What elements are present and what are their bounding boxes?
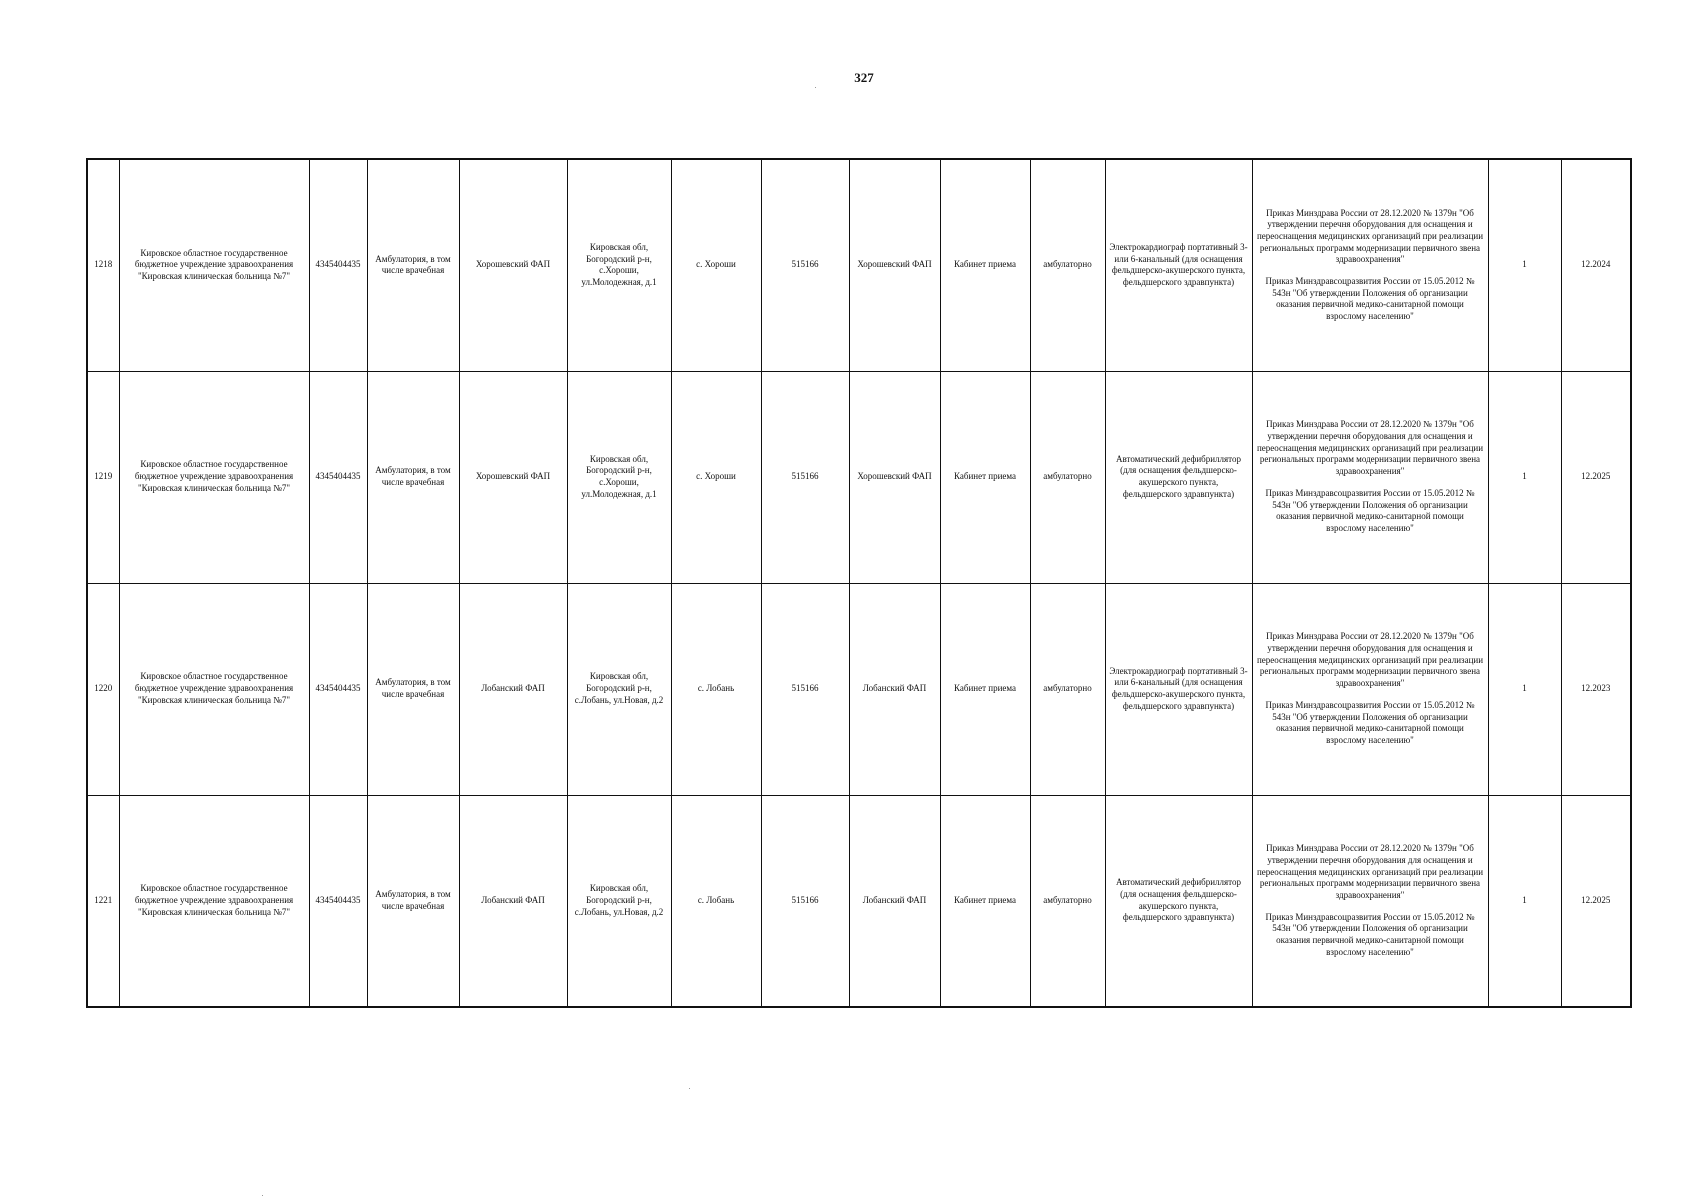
basis-order-1379n: Приказ Минздрава России от 28.12.2020 № 1379н "Об утверждении перечня оборудования для оснащения и переоснащения медицинских организаций при реализации региональных программ модернизации первичного звена здравоохранения" <box>1256 631 1484 689</box>
basis-order-543n: Приказ Минздравсоцразвития России от 15.05.2012 № 543н "Об утверждении Положения об организации оказания первичной медико-санитарной помощи взрослому населению" <box>1265 911 1475 957</box>
locality-code: 515166 <box>761 795 849 1007</box>
organization-name: Кировское областное государственное бюджетное учреждение здравоохранения "Кировская клиническая больница №7" <box>119 371 309 583</box>
row-number: 1218 <box>87 159 119 371</box>
delivery-date: 12.2023 <box>1561 583 1631 795</box>
basis-order-1379n: Приказ Минздрава России от 28.12.2020 № 1379н "Об утверждении перечня оборудования для оснащения и переоснащения медицинских организаций при реализации региональных программ модернизации первичного звена здравоохранения" <box>1256 843 1484 900</box>
organization-name: Кировское областное государственное бюджетное учреждение здравоохранения "Кировская клиническая больница №7" <box>119 795 309 1007</box>
basis-order-543n: Приказ Минздравсоцразвития России от 15.05.2012 № 543н "Об утверждении Положения об организации оказания первичной медико-санитарной помощи взрослому населению" <box>1265 276 1475 322</box>
subdivision: Лобанский ФАП <box>459 795 567 1007</box>
organization-name: Кировское областное государственное бюджетное учреждение здравоохранения "Кировская клиническая больница №7" <box>119 583 309 795</box>
legal-basis <box>1252 583 1488 795</box>
legal-basis <box>1252 795 1488 1007</box>
care-mode: амбулаторно <box>1030 371 1105 583</box>
address: Кировская обл, Богородский р-н, с.Лобань, ул.Новая, д.2 <box>567 583 671 795</box>
quantity: 1 <box>1488 159 1561 371</box>
table-row <box>87 795 1631 1007</box>
equipment: Электрокардиограф портативный 3- или 6-канальный (для оснащения фельдшерско-акушерского пункта, фельдшерского здравпункта) <box>1105 583 1252 795</box>
room: Кабинет приема <box>940 583 1030 795</box>
facility-type: Амбулатория, в том числе врачебная <box>367 371 459 583</box>
address: Кировская обл, Богородский р-н, с.Хороши, ул.Молодежная, д.1 <box>567 371 671 583</box>
equipment-registry-table <box>86 158 1632 1008</box>
inn: 4345404435 <box>309 371 367 583</box>
row-number: 1219 <box>87 371 119 583</box>
equipment: Электрокардиограф портативный 3- или 6-канальный (для оснащения фельдшерско-акушерского пункта, фельдшерского здравпункта) <box>1105 159 1252 371</box>
equipment: Автоматический дефибриллятор (для оснащения фельдшерско-акушерского пункта, фельдшерского здравпункта) <box>1105 371 1252 583</box>
room: Кабинет приема <box>940 795 1030 1007</box>
inn: 4345404435 <box>309 159 367 371</box>
locality: с. Хороши <box>671 371 761 583</box>
room: Кабинет приема <box>940 159 1030 371</box>
table-row <box>87 583 1631 795</box>
table-row <box>87 159 1631 371</box>
subdivision-repeat: Лобанский ФАП <box>849 795 940 1007</box>
subdivision: Хорошевский ФАП <box>459 159 567 371</box>
quantity: 1 <box>1488 795 1561 1007</box>
quantity: 1 <box>1488 583 1561 795</box>
locality: с. Хороши <box>671 159 761 371</box>
inn: 4345404435 <box>309 583 367 795</box>
subdivision-repeat: Лобанский ФАП <box>849 583 940 795</box>
facility-type: Амбулатория, в том числе врачебная <box>367 159 459 371</box>
locality: с. Лобань <box>671 583 761 795</box>
basis-order-1379n: Приказ Минздрава России от 28.12.2020 № 1379н "Об утверждении перечня оборудования для оснащения и переоснащения медицинских организаций при реализации региональных программ модернизации первичного звена здравоохранения" <box>1256 207 1484 265</box>
organization-name: Кировское областное государственное бюджетное учреждение здравоохранения "Кировская клиническая больница №7" <box>119 159 309 371</box>
page-number: 327 <box>854 70 874 85</box>
subdivision-repeat: Хорошевский ФАП <box>849 371 940 583</box>
row-number: 1221 <box>87 795 119 1007</box>
scan-speck <box>262 1195 263 1196</box>
care-mode: амбулаторно <box>1030 159 1105 371</box>
basis-order-543n: Приказ Минздравсоцразвития России от 15.05.2012 № 543н "Об утверждении Положения об организации оказания первичной медико-санитарной помощи взрослому населению" <box>1265 487 1475 533</box>
basis-order-543n: Приказ Минздравсоцразвития России от 15.05.2012 № 543н "Об утверждении Положения об организации оказания первичной медико-санитарной помощи взрослому населению" <box>1265 699 1475 745</box>
legal-basis <box>1252 371 1488 583</box>
facility-type: Амбулатория, в том числе врачебная <box>367 795 459 1007</box>
address: Кировская обл, Богородский р-н, с.Лобань, ул.Новая, д.2 <box>567 795 671 1007</box>
subdivision: Лобанский ФАП <box>459 583 567 795</box>
scan-speck <box>689 1088 690 1089</box>
row-number: 1220 <box>87 583 119 795</box>
room: Кабинет приема <box>940 371 1030 583</box>
subdivision-repeat: Хорошевский ФАП <box>849 159 940 371</box>
locality: с. Лобань <box>671 795 761 1007</box>
facility-type: Амбулатория, в том числе врачебная <box>367 583 459 795</box>
care-mode: амбулаторно <box>1030 795 1105 1007</box>
locality-code: 515166 <box>761 371 849 583</box>
address: Кировская обл, Богородский р-н, с.Хороши, ул.Молодежная, д.1 <box>567 159 671 371</box>
delivery-date: 12.2025 <box>1561 795 1631 1007</box>
care-mode: амбулаторно <box>1030 583 1105 795</box>
legal-basis <box>1252 159 1488 371</box>
locality-code: 515166 <box>761 159 849 371</box>
inn: 4345404435 <box>309 795 367 1007</box>
locality-code: 515166 <box>761 583 849 795</box>
subdivision: Хорошевский ФАП <box>459 371 567 583</box>
quantity: 1 <box>1488 371 1561 583</box>
basis-order-1379n: Приказ Минздрава России от 28.12.2020 № 1379н "Об утверждении перечня оборудования для оснащения и переоснащения медицинских организаций при реализации региональных программ модернизации первичного звена здравоохранения" <box>1256 419 1484 477</box>
table-row <box>87 371 1631 583</box>
delivery-date: 12.2025 <box>1561 371 1631 583</box>
equipment: Автоматический дефибриллятор (для оснащения фельдшерско-акушерского пункта, фельдшерского здравпункта) <box>1105 795 1252 1007</box>
scan-speck <box>815 87 816 88</box>
delivery-date: 12.2024 <box>1561 159 1631 371</box>
